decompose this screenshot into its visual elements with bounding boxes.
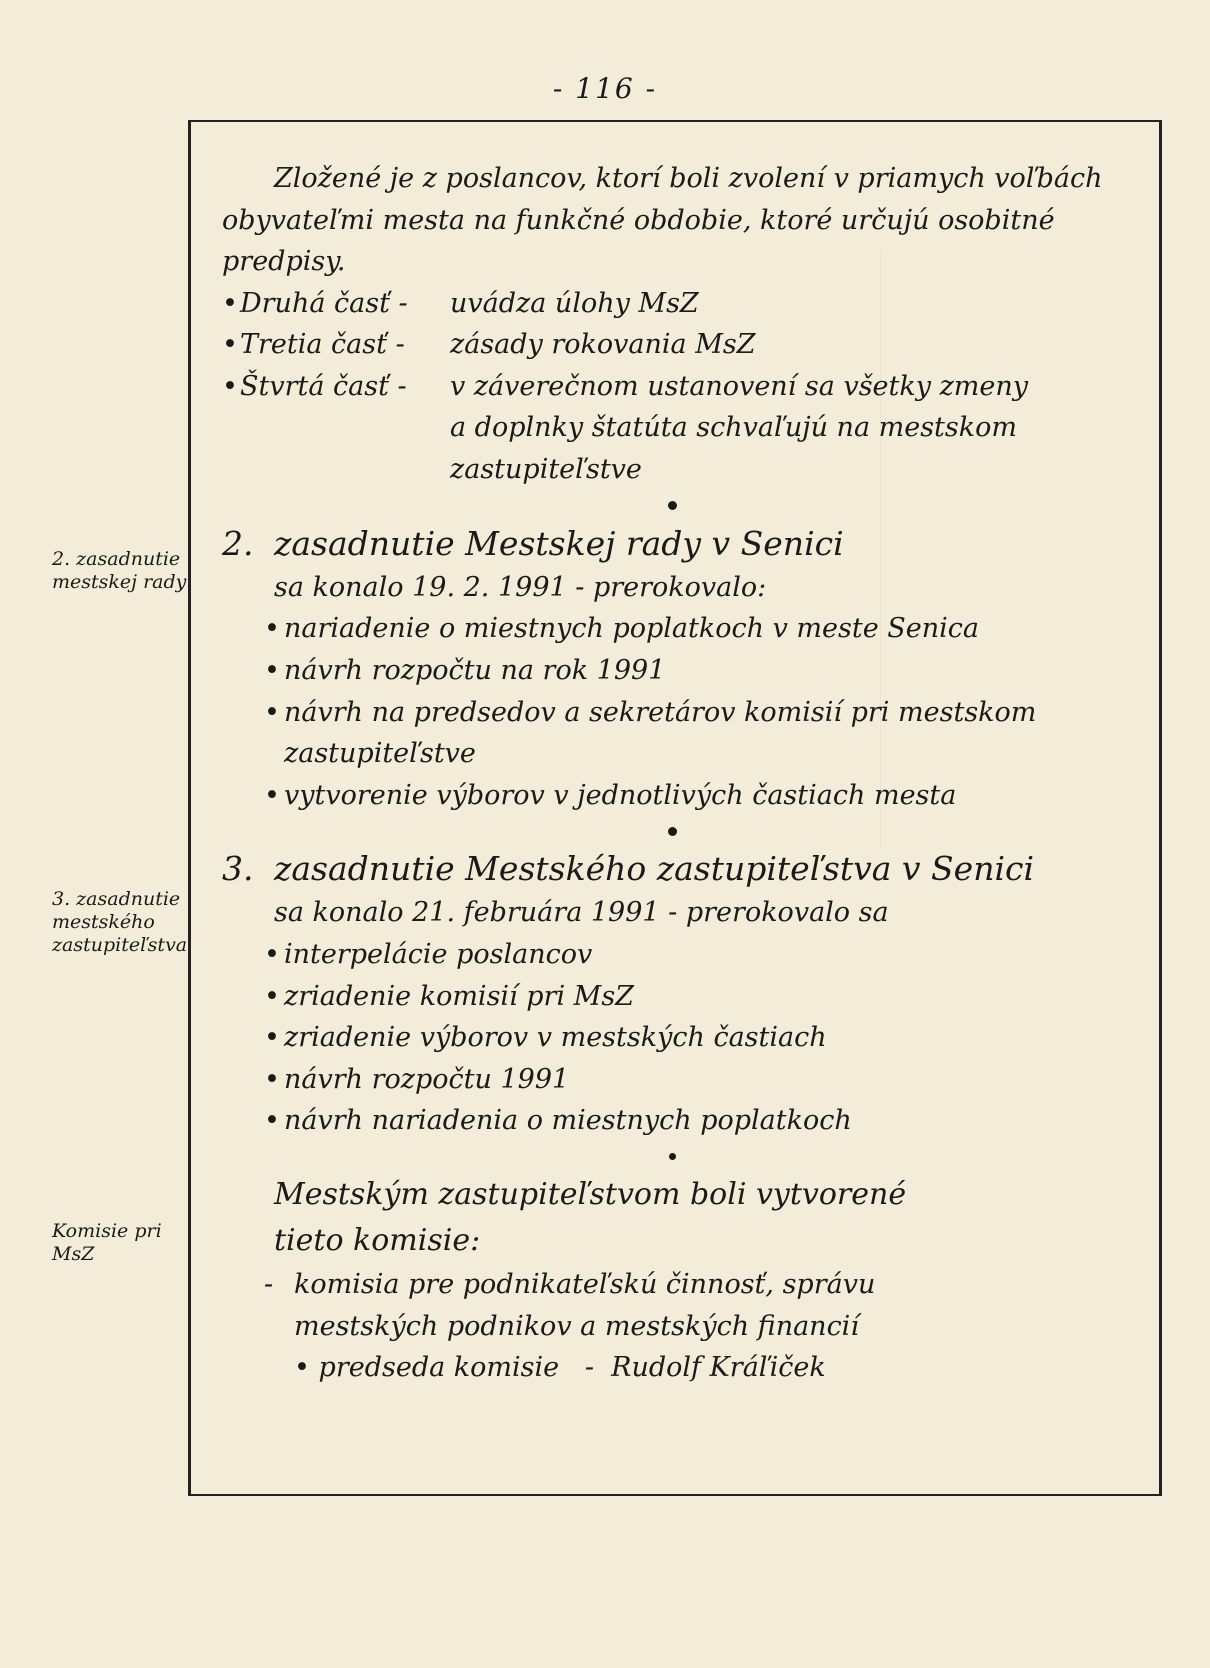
handwritten-content	[222, 158, 1122, 1389]
komisia-item-wrap: mestských podnikov a mestských financií	[294, 1310, 859, 1342]
part-item: • Druhá časť - uvádza úlohy MsZ	[222, 287, 699, 319]
section-divider-dot	[222, 816, 1122, 846]
section-divider-dot	[222, 1142, 1122, 1172]
komisie-heading: Mestským zastupiteľstvom boli vytvorené	[274, 1176, 907, 1212]
komisia-item: - komisia pre podnikateľskú činnosť, správu	[264, 1269, 876, 1301]
list-item: • návrh rozpočtu na rok 1991	[264, 654, 666, 686]
komisie-heading-cont: tieto komisie:	[274, 1223, 481, 1259]
section-sub-rada: sa konalo 19. 2. 1991 - prerokovalo:	[274, 571, 767, 603]
list-item: • zriadenie komisií pri MsZ	[264, 980, 634, 1012]
section-heading-rada: 2. zasadnutie Mestskej rady v Senici	[222, 523, 844, 563]
margin-note-rada: 2. zasadnutie mestskej rady	[52, 548, 187, 594]
section-divider-dot	[222, 491, 1122, 521]
part-item: • Štvrtá časť - v záverečnom ustanovení sa všetky zmeny	[222, 370, 1029, 402]
section-heading-zastupitelstvo: 3. zasadnutie Mestského zastupiteľstva v Senici	[222, 849, 1035, 889]
list-item-wrap: zastupiteľstve	[284, 738, 476, 770]
list-item: • zriadenie výborov v mestských častiach	[264, 1022, 827, 1054]
intro-paragraph: Zložené je z poslancov, ktorí boli zvolení v priamych voľbách obyvateľmi mesta na funkčné obdobie, ktoré určujú osobitné predpisy.	[222, 163, 1103, 278]
list-item: • interpelácie poslancov	[264, 939, 593, 971]
page-number: - 116 -	[552, 72, 658, 105]
list-item: • vytvorenie výborov v jednotlivých častiach mesta	[264, 779, 957, 811]
part-continuation: zastupiteľstve	[450, 454, 642, 486]
margin-note-zastupitelstvo: 3. zasadnutie mestského zastupiteľstva	[52, 888, 188, 957]
part-continuation: a doplnky štatúta schvaľujú na mestskom	[450, 412, 1017, 444]
section-sub-zastupitelstvo: sa konalo 21. februára 1991 - prerokovalo sa	[274, 897, 889, 929]
list-item: • návrh rozpočtu 1991	[264, 1063, 570, 1095]
list-item: • návrh nariadenia o miestnych poplatkoch	[264, 1105, 852, 1137]
part-item: • Tretia časť - zásady rokovania MsZ	[222, 329, 756, 361]
margin-note-komisie: Komisie pri MsZ	[52, 1220, 162, 1266]
komisia-chair: • predseda komisie - Rudolf Kráľiček	[294, 1352, 826, 1384]
list-item: • nariadenie o miestnych poplatkoch v meste Senica	[264, 613, 979, 645]
list-item: • návrh na predsedov a sekretárov komisií pri mestskom	[264, 696, 1037, 728]
